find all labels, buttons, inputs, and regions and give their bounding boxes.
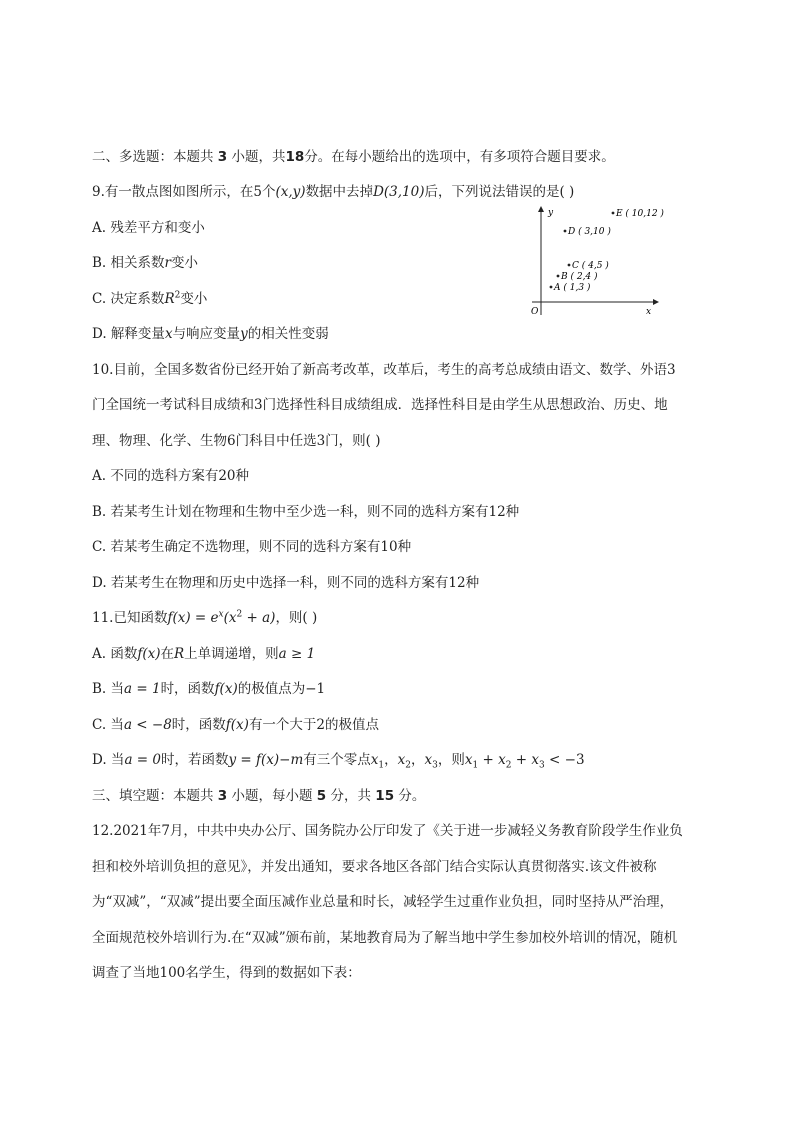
q10-stem-line-1: 10.目前，全国多数省份已经开始了新高考改革，改革后，考生的高考总成绩由语文、数学、外语3 [92, 362, 676, 378]
q11-option-b: B. 当a = 1时，函数f(x)的极值点为−1 [92, 681, 326, 697]
q11-option-d: D. 当a = 0时，若函数y = f(x)−m有三个零点$x_1$，$x_2$，$x_3$，则$x_1 + x_2 + x_3 < -3$ [92, 752, 585, 771]
origin-label: O [531, 307, 539, 317]
q10-option-a: A. 不同的选科方案有20种 [92, 468, 250, 484]
y-axis-label: y [548, 208, 554, 218]
q10-option-d: D. 若某考生在物理和历史中选择一科，则不同的选科方案有12种 [92, 575, 480, 591]
q9-option-b: B. 相关系数r变小 [92, 255, 198, 271]
q12-line-1: 12.2021年7月，中共中央办公厅、国务院办公厅印发了《关于进一步减轻义务教育阶段学生作业负 [92, 823, 683, 839]
q9-option-a: A. 残差平方和变小 [92, 220, 205, 236]
scatter-point [550, 286, 553, 289]
x-axis-label: x [646, 307, 652, 317]
section-2-header: 二、多选题：本题共 3 小题，共18分。在每小题给出的选项中，有多项符合题目要求。 [92, 149, 615, 165]
scatter-point [568, 264, 571, 267]
q9-option-c: C. 决定系数$R^2$变小 [92, 290, 208, 307]
q9-stem: 9.有一散点图如图所示，在5个(x,y)数据中去掉D(3,10)后，下列说法错误的是( ) [92, 184, 575, 200]
scatter-point-label: A ( 1,3 ) [554, 283, 591, 293]
scatter-point [564, 230, 567, 233]
scatter-point-label: D ( 3,10 ) [568, 227, 611, 237]
q10-option-b: B. 若某考生计划在物理和生物中至少选一科，则不同的选科方案有12种 [92, 504, 520, 520]
q12-line-5: 调查了当地100名学生，得到的数据如下表： [92, 965, 361, 981]
q10-stem-line-2: 门全国统一考试科目成绩和3门选择性科目成绩组成．选择性科目是由学生从思想政治、历史、地 [92, 397, 668, 413]
q10-stem-line-3: 理、物理、化学、生物6门科目中任选3门，则( ) [92, 433, 381, 449]
q9-option-d: D. 解释变量x与响应变量y的相关性变弱 [92, 326, 329, 342]
section-3-header: 三、填空题：本题共 3 小题，每小题 5 分，共 15 分。 [92, 788, 426, 804]
q10-option-c: C. 若某考生确定不选物理，则不同的选科方案有10种 [92, 539, 412, 555]
q11-option-a: A. 函数f(x)在R上单调递增，则a ≥ 1 [92, 646, 316, 662]
q12-line-4: 全面规范校外培训行为.在“双减”颁布前，某地教育局为了解当地中学生参加校外培训的情况，随机 [92, 930, 678, 946]
scatter-point-label: E ( 10,12 ) [616, 209, 664, 219]
q12-line-2: 担和校外培训负担的意见》，并发出通知，要求各地区各部门结合实际认真贯彻落实.该文件被称 [92, 859, 657, 875]
q11-option-c: C. 当a < −8时，函数f(x)有一个大于2的极值点 [92, 717, 380, 733]
q12-line-3: 为“双减”，“双减”提出要全面压减作业总量和时长，减轻学生过重作业负担，同时坚持从严治理， [92, 894, 674, 910]
scatter-point [612, 212, 615, 215]
scatter-point-label: B ( 2,4 ) [561, 272, 598, 282]
scatter-plot [520, 203, 670, 321]
scatter-point-label: C ( 4,5 ) [572, 261, 609, 271]
scatter-point [557, 275, 560, 278]
q11-stem: 11.已知函数$f(x) = e^x(x^2 + a)$，则( ) [92, 609, 318, 626]
